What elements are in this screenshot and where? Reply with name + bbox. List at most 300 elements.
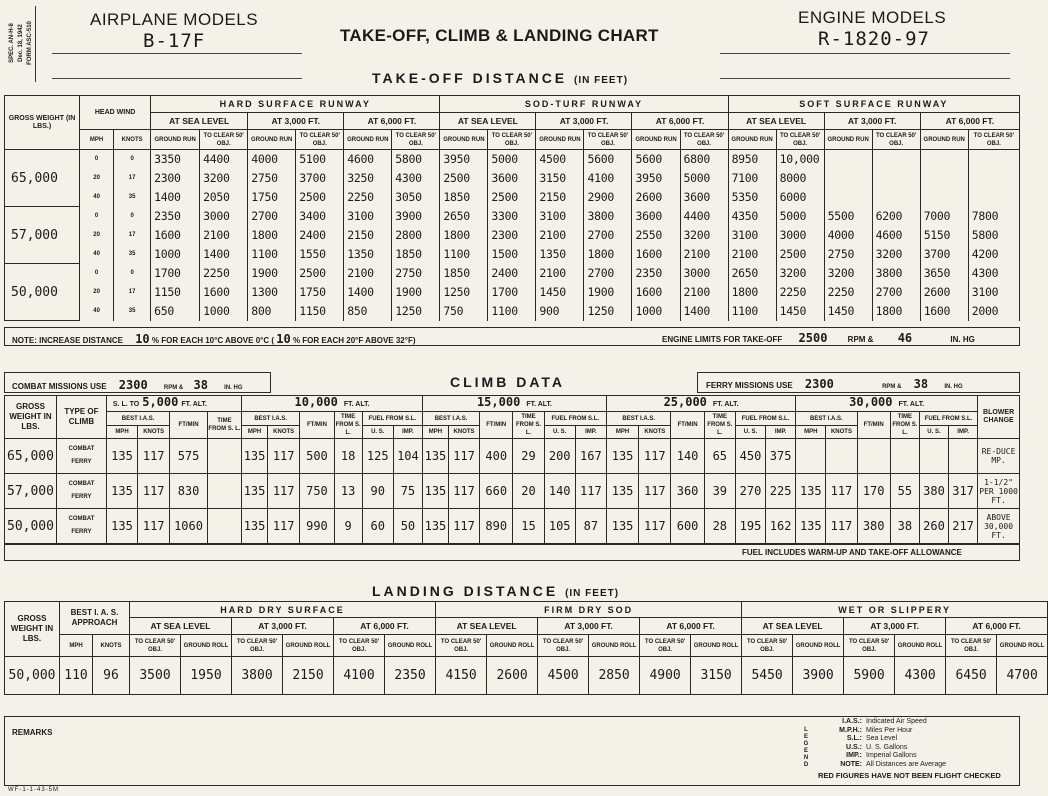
col-blower-change: BLOWER CHANGE [978,396,1020,439]
climb-value: 135 [242,509,268,544]
climb-value: 117 [268,474,300,509]
distance-value: 3650 [920,264,968,283]
remarks-label: REMARKS [12,728,53,737]
climb-value: 125 [362,439,393,474]
climb-value: 15 [513,509,544,544]
header-underline-left-2 [52,78,302,79]
col-ground-roll: GROUND ROLL [793,635,844,657]
climb-value [857,439,890,474]
distance-value: 1450 [776,302,824,321]
landing-distance-value: 2150 [283,657,334,695]
engine-models-label: ENGINE MODELS [798,8,947,27]
col-imp-gal: IMP. [393,426,422,439]
altitude-header: AT 3,000 FT. [248,113,344,130]
col-gross-weight: GROSS WEIGHT (IN LBS.) [5,96,80,150]
legend-key: NOTE: [840,760,862,768]
distance-value: 2000 [968,302,1019,321]
distance-value [824,169,872,188]
distance-value: 2650 [440,207,488,226]
table-row [5,188,1020,207]
distance-value: 5000 [680,169,728,188]
distance-value [824,150,872,169]
col-us-gal: U. S. [919,426,948,439]
alt-suffix: FT. ALT. [712,401,739,408]
landing-distance-value: 6450 [946,657,997,695]
combat-label: COMBAT MISSIONS USE [12,382,107,391]
distance-value [968,169,1019,188]
legend-value: Imperial Gallons [866,752,917,759]
airplane-models-value: B-17F [143,30,206,52]
climb-value: 117 [639,509,671,544]
distance-value: 2700 [872,283,920,302]
table-row [5,439,1020,474]
footer-code: WF-1-1-43-5M [8,787,60,793]
climb-value: 195 [735,509,765,544]
distance-value: 2800 [392,226,440,245]
distance-value: 3800 [584,207,632,226]
wind-mph: 20 [80,169,114,188]
col-best-ias: BEST I.A.S. [606,412,670,426]
engine-limits-rpm: 2500 [798,331,828,345]
col-mph: MPH [80,130,114,150]
col-clear-obstacle: TO CLEAR 50' OBJ. [872,130,920,150]
climb-value: 380 [919,474,948,509]
landing-distance-value: 4700 [997,657,1048,695]
distance-value: 2500 [440,169,488,188]
distance-value: 1700 [488,283,536,302]
distance-value: 3700 [920,245,968,264]
distance-value: 2600 [632,188,680,207]
col-mph: MPH [796,426,826,439]
landing-title [372,583,619,599]
alt-suffix: FT. ALT. [343,401,370,408]
climb-value: 117 [138,474,170,509]
distance-value: 2550 [632,226,680,245]
distance-value [872,150,920,169]
gross-weight-value: 50,000 [5,264,80,321]
legend-item [812,761,1018,770]
distance-value: 1800 [248,226,296,245]
wind-knots: 0 [114,150,151,169]
legend-key: I.A.S.: [842,718,862,725]
table-row [5,283,1020,302]
climb-type-combat: COMBAT [68,481,95,487]
distance-value: 1700 [151,264,200,283]
legend-key: M.P.H.: [839,726,862,734]
distance-value: 8000 [776,169,824,188]
col-clear-obstacle: TO CLEAR 50' OBJ. [640,635,691,657]
climb-value [796,439,826,474]
climb-value [949,439,978,474]
col-ftmin: FT/MIN [480,412,513,439]
landing-distance-value: 3150 [691,657,742,695]
distance-value: 5100 [296,150,344,169]
distance-value: 1750 [248,188,296,207]
climb-value: 750 [300,474,334,509]
col-ground-run: GROUND RUN [536,130,584,150]
climb-value: 135 [606,439,638,474]
col-knots: KNOTS [639,426,671,439]
col-ftmin: FT/MIN [170,412,207,439]
distance-value: 2100 [344,264,392,283]
distance-value: 1150 [296,302,344,321]
climb-value: 135 [796,474,826,509]
distance-value: 1800 [728,283,776,302]
distance-value: 1450 [824,302,872,321]
alt-suffix: FT. ALT. [181,401,208,408]
landing-distance-value: 4100 [334,657,385,695]
col-clear-obstacle: TO CLEAR 50' OBJ. [232,635,283,657]
distance-value: 5600 [584,150,632,169]
distance-value: 2700 [584,226,632,245]
table-row [5,302,1020,321]
climb-value: 29 [513,439,544,474]
col-ground-roll: GROUND ROLL [385,635,436,657]
col-knots: KNOTS [268,426,300,439]
climb-value: 500 [300,439,334,474]
climb-value: 90 [362,474,393,509]
distance-value: 2400 [296,226,344,245]
blower-change-value: ABOVE 30,000 FT. [978,509,1020,544]
distance-value: 3600 [632,207,680,226]
col-clear-obstacle: TO CLEAR 50' OBJ. [968,130,1019,150]
col-fuel-from: FUEL FROM S.L. [919,412,977,426]
climb-value: 55 [890,474,919,509]
climb-value: 217 [949,509,978,544]
distance-value: 3950 [632,169,680,188]
wind-knots: 17 [114,169,151,188]
table-row [5,207,1020,226]
col-knots: KNOTS [448,426,479,439]
distance-value: 2250 [344,188,392,207]
legend-letter: D [803,762,809,768]
distance-value: 3950 [440,150,488,169]
distance-value [920,188,968,207]
distance-value: 1750 [296,283,344,302]
col-mph: MPH [242,426,268,439]
climb-value: 117 [268,439,300,474]
altitude-header: AT 6,000 FT. [946,618,1048,635]
distance-value: 6200 [872,207,920,226]
climb-type-ferry: FERRY [71,529,92,535]
climb-value: 50 [393,509,422,544]
distance-value: 3400 [296,207,344,226]
table-row [5,96,1020,113]
airplane-models-label: AIRPLANE MODELS [90,10,259,29]
col-ground-run: GROUND RUN [632,130,680,150]
altitude-header: AT 6,000 FT. [344,113,440,130]
distance-value: 5350 [728,188,776,207]
combat-hg-label: IN. HG [224,385,243,391]
col-type-of-climb: TYPE OF CLIMB [56,396,106,439]
distance-value: 2500 [296,188,344,207]
distance-value [968,150,1019,169]
climb-value: 135 [422,439,448,474]
col-mph: MPH [422,426,448,439]
col-ground-roll: GROUND ROLL [589,635,640,657]
landing-distance-value: 4300 [895,657,946,695]
surface-header: HARD DRY SURFACE [130,602,436,618]
climb-value: 20 [513,474,544,509]
distance-value: 2500 [776,245,824,264]
distance-value: 1550 [296,245,344,264]
col-clear-obstacle: TO CLEAR 50' OBJ. [538,635,589,657]
climb-value: 60 [362,509,393,544]
climb-value: 167 [575,439,606,474]
legend-letters [802,727,810,769]
col-imp-gal: IMP. [766,426,796,439]
col-ground-roll: GROUND ROLL [181,635,232,657]
landing-distance-value: 4150 [436,657,487,695]
climb-type [56,439,106,474]
col-clear-obstacle: TO CLEAR 50' OBJ. [680,130,728,150]
legend-letter: E [803,734,808,740]
col-ground-roll: GROUND ROLL [895,635,946,657]
col-time-from: TIME FROM S. L. [890,412,919,439]
distance-value: 2300 [488,226,536,245]
col-ground-run: GROUND RUN [920,130,968,150]
distance-value: 1250 [392,302,440,321]
distance-value: 5500 [824,207,872,226]
legend-letter: N [803,755,809,761]
approach-mph: 110 [60,657,93,695]
distance-value: 1400 [344,283,392,302]
landing-distance-value: 4500 [538,657,589,695]
distance-value: 5800 [968,226,1019,245]
altitude-header: AT SEA LEVEL [151,113,248,130]
header-underline-right-2 [720,78,1010,79]
legend-letter: E [803,748,808,754]
distance-value: 1100 [248,245,296,264]
table-row [5,150,1020,169]
distance-value: 3700 [296,169,344,188]
chart-title: TAKE-OFF, CLIMB & LANDING CHART [340,26,659,45]
takeoff-title [372,70,628,86]
climb-value: 135 [242,439,268,474]
landing-distance-value: 4900 [640,657,691,695]
distance-value: 3300 [488,207,536,226]
distance-value: 1600 [632,283,680,302]
distance-value: 1350 [536,245,584,264]
distance-value: 5000 [776,207,824,226]
distance-value: 2750 [248,169,296,188]
distance-value: 1100 [728,302,776,321]
altitude-header: AT SEA LEVEL [130,618,232,635]
table-row [5,169,1020,188]
climb-value [826,439,857,474]
climb-value: 360 [671,474,704,509]
col-time-from: TIME FROM S. L. [334,412,362,439]
col-time-from: TIME FROM S. L. [704,412,735,439]
distance-value: 2100 [200,226,248,245]
col-ground-run: GROUND RUN [151,130,200,150]
distance-value: 4200 [968,245,1019,264]
landing-distance-value: 5900 [844,657,895,695]
ferry-rpm-label: RPM & [882,384,902,390]
alt-value: 25,000 [663,395,707,409]
climb-value: 135 [242,474,268,509]
climb-value: 225 [766,474,796,509]
legend-key: U.S.: [846,743,862,751]
distance-value: 7100 [728,169,776,188]
distance-value: 2150 [536,188,584,207]
climb-title: CLIMB DATA [450,374,566,390]
landing-distance-value: 2350 [385,657,436,695]
alt-suffix: FT. ALT. [526,401,552,408]
climb-value: 105 [544,509,575,544]
climb-value: 135 [106,439,137,474]
wind-mph: 40 [80,188,114,207]
distance-value: 5600 [632,150,680,169]
takeoff-table [4,95,1020,321]
distance-value: 3250 [344,169,392,188]
climb-value: 117 [138,509,170,544]
climb-type-ferry: FERRY [71,459,92,465]
distance-value [872,169,920,188]
altitude-header: AT 6,000 FT. [920,113,1019,130]
takeoff-note [12,332,416,346]
distance-value: 2350 [632,264,680,283]
legend-key: S.L.: [846,735,862,742]
table-row [5,264,1020,283]
climb-value: 117 [826,509,857,544]
distance-value: 5800 [392,150,440,169]
col-ground-roll: GROUND ROLL [997,635,1048,657]
altitude-header: AT SEA LEVEL [742,618,844,635]
altitude-header [422,396,606,412]
climb-value [207,439,241,474]
table-row [5,509,1020,544]
altitude-header: AT SEA LEVEL [436,618,538,635]
distance-value: 1850 [440,264,488,283]
header-underline-left-1 [52,53,302,54]
distance-value [920,169,968,188]
surface-header: FIRM DRY SOD [436,602,742,618]
climb-table [4,395,1020,544]
climb-value: 117 [448,439,479,474]
altitude-header: AT 3,000 FT. [536,113,632,130]
legend-value: All Distances are Average [866,760,947,768]
distance-value: 4000 [824,226,872,245]
distance-value: 1800 [440,226,488,245]
col-clear-obstacle: TO CLEAR 50' OBJ. [844,635,895,657]
distance-value: 10,000 [776,150,824,169]
col-ftmin: FT/MIN [857,412,890,439]
climb-value: 990 [300,509,334,544]
legend-letter: G [803,741,809,747]
distance-value [824,188,872,207]
distance-value: 3100 [344,207,392,226]
landing-distance-value: 3900 [793,657,844,695]
climb-value: 117 [138,439,170,474]
distance-value: 2400 [488,264,536,283]
col-ftmin: FT/MIN [300,412,334,439]
landing-distance-value: 5450 [742,657,793,695]
distance-value: 3900 [392,207,440,226]
distance-value: 2700 [584,264,632,283]
legend-value: U. S. Gallons [866,743,908,751]
distance-value: 1350 [344,245,392,264]
distance-value: 3600 [488,169,536,188]
climb-type-ferry: FERRY [71,494,92,500]
distance-value: 1800 [872,302,920,321]
table-row [5,602,1048,618]
table-row [5,245,1020,264]
distance-value: 1250 [584,302,632,321]
climb-value: 9 [334,509,362,544]
surface-header: SOD-TURF RUNWAY [440,96,728,113]
distance-value: 4350 [728,207,776,226]
distance-value: 3100 [968,283,1019,302]
ferry-label: FERRY MISSIONS USE [706,381,793,390]
climb-value: 38 [890,509,919,544]
distance-value: 2900 [584,188,632,207]
distance-value: 7000 [920,207,968,226]
legend-item [812,735,1018,744]
altitude-header: AT 6,000 FT. [632,113,728,130]
col-clear-obstacle: TO CLEAR 50' OBJ. [488,130,536,150]
climb-value [207,509,241,544]
climb-value: 18 [334,439,362,474]
distance-value: 800 [248,302,296,321]
col-best-ias: BEST I.A.S. [242,412,300,426]
col-ground-roll: GROUND ROLL [691,635,742,657]
climb-value: 87 [575,509,606,544]
distance-value: 1600 [632,245,680,264]
distance-value: 2750 [824,245,872,264]
landing-distance-value: 3500 [130,657,181,695]
col-ground-roll: GROUND ROLL [283,635,334,657]
col-clear-obstacle: TO CLEAR 50' OBJ. [436,635,487,657]
wind-knots: 0 [114,264,151,283]
col-gross-weight: GROSS WEIGHT IN LBS. [5,396,57,439]
legend-item [812,727,1018,736]
col-clear-obstacle: TO CLEAR 50' OBJ. [776,130,824,150]
altitude-header: AT 6,000 FT. [640,618,742,635]
distance-value: 2100 [728,245,776,264]
climb-value: 140 [544,474,575,509]
col-fuel-from: FUEL FROM S.L. [362,412,422,426]
distance-value: 3200 [872,245,920,264]
wind-mph: 40 [80,302,114,321]
header-underline-right-1 [720,53,1010,54]
table-row [5,635,1048,657]
col-imp-gal: IMP. [575,426,606,439]
distance-value: 1400 [680,302,728,321]
altitude-header: AT SEA LEVEL [728,113,824,130]
distance-value: 1400 [151,188,200,207]
col-us-gal: U. S. [735,426,765,439]
surface-header: WET OR SLIPPERY [742,602,1048,618]
col-best-ias: BEST I.A.S. [106,412,169,426]
col-ground-run: GROUND RUN [440,130,488,150]
wind-mph: 20 [80,283,114,302]
climb-value: 375 [766,439,796,474]
ferry-rpm: 2300 [804,377,834,391]
altitude-header [242,396,423,412]
col-us-gal: U. S. [362,426,393,439]
distance-value: 1900 [248,264,296,283]
gross-weight-value: 57,000 [5,207,80,264]
distance-value: 3050 [392,188,440,207]
climb-value: 135 [106,509,137,544]
ferry-hg: 38 [913,377,929,391]
distance-value: 2250 [776,283,824,302]
gross-weight-value: 65,000 [5,150,80,207]
legend-item [812,744,1018,753]
ferry-hg-label: IN. HG [944,384,963,390]
climb-value: 1060 [170,509,207,544]
